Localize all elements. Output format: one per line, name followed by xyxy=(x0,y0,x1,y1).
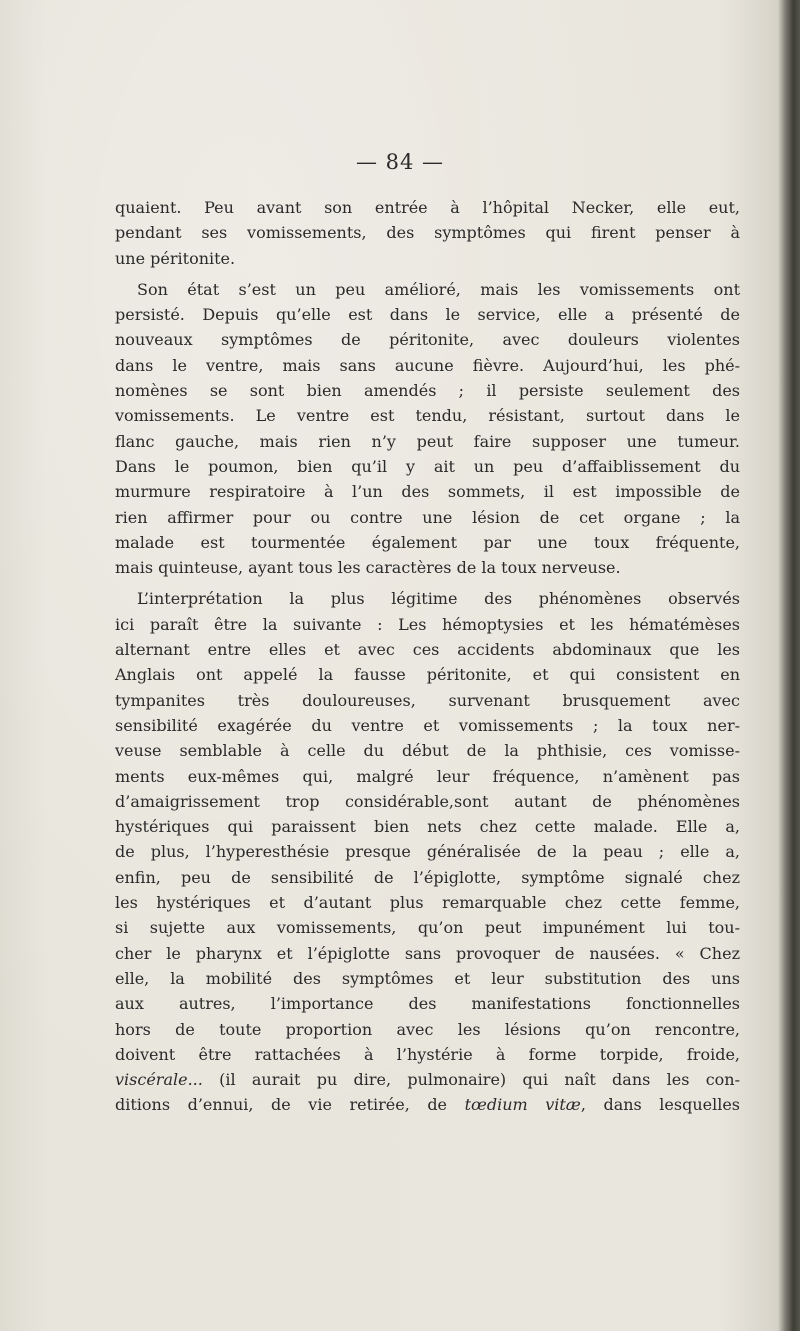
text-line: quaient. Peu avant son entrée à l’hôpital Necker, elle eut, xyxy=(115,198,740,217)
text-line: tympanites très douloureuses, survenant brusquement avec xyxy=(115,690,740,710)
text-segment: ditions d’ennui, de vie retirée, de xyxy=(115,1095,465,1115)
text-line: Anglais ont appelé la fausse péritonite, et qui consistent en xyxy=(115,665,740,685)
text-line: persisté. Depuis qu’elle est dans le service, elle a présenté de xyxy=(115,305,740,325)
text-segment: (il aurait pu dire, pulmonaire) qui naît dans les con- xyxy=(202,1070,740,1090)
text-line: rien affirmer pour ou contre une lésion de cet organe ; la xyxy=(115,507,740,527)
text-line: hors de toute proportion avec les lésions qu’on rencontre, xyxy=(115,1019,740,1039)
text-line: murmure respiratoire à l’un des sommets, il est impossible de xyxy=(115,482,740,502)
italic-segment: viscérale... xyxy=(115,1070,203,1090)
text-line: nomènes se sont bien amendés ; il persiste seulement des xyxy=(115,381,740,401)
text-line: veuse semblable à celle du début de la phthisie, ces vomisse- xyxy=(115,741,740,761)
text-line: ici paraît être la suivante : Les hémoptysies et les hématémèses xyxy=(115,614,740,634)
text-line: hystériques qui paraissent bien nets chez cette malade. Elle a, xyxy=(115,817,740,837)
page-number: — 84 — xyxy=(355,150,445,174)
text-line: L’interprétation la plus légitime des phénomènes observés xyxy=(137,589,740,609)
text-line xyxy=(115,1092,740,1117)
text-line: ments eux-mêmes qui, malgré leur fréquence, n’amènent pas xyxy=(115,766,740,786)
italic-segment: tœdium vitæ xyxy=(464,1095,581,1115)
text-line: aux autres, l’importance des manifestations fonctionnelles xyxy=(115,994,740,1014)
text-line: flanc gauche, mais rien n’y peut faire supposer une tumeur. xyxy=(115,431,740,451)
text-line: Son état s’est un peu amélioré, mais les vomissements ont xyxy=(137,279,740,299)
text-line: mais quinteuse, ayant tous les caractères de la toux nerveuse. xyxy=(115,558,621,578)
text-line: sensibilité exagérée du ventre et vomissements ; la toux ner- xyxy=(115,715,740,735)
text-line: doivent être rattachées à l’hystérie à forme torpide, froide, xyxy=(115,1044,740,1064)
text-line: cher le pharynx et l’épiglotte sans provoquer de nausées. « Chez xyxy=(115,943,740,963)
text-line: de plus, l’hyperesthésie presque généralisée de la peau ; elle a, xyxy=(115,842,740,862)
text-line: malade est tourmentée également par une toux fréquente, xyxy=(115,532,740,552)
text-line: vomissements. Le ventre est tendu, résistant, surtout dans le xyxy=(115,406,740,426)
text-line: Dans le poumon, bien qu’il y ait un peu d’affaiblissement du xyxy=(115,456,740,476)
text-line: elle, la mobilité des symptômes et leur substitution des uns xyxy=(115,968,740,988)
text-segment: , dans lesquelles xyxy=(580,1095,741,1115)
text-line: enfin, peu de sensibilité de l’épiglotte, symptôme signalé chez xyxy=(115,867,740,887)
text-line: pendant ses vomissements, des symptômes qui firent penser à xyxy=(115,223,740,243)
text-line: nouveaux symptômes de péritonite, avec douleurs violentes xyxy=(115,330,740,350)
page-binding-edge xyxy=(778,0,800,1331)
text-line xyxy=(115,1067,740,1092)
body-text xyxy=(115,195,740,1118)
text-line: d’amaigrissement trop considérable,sont autant de phénomènes xyxy=(115,791,740,811)
text-line: dans le ventre, mais sans aucune fièvre. Aujourd’hui, les phé- xyxy=(115,355,740,375)
text-line: une péritonite. xyxy=(115,248,236,268)
text-line: les hystériques et d’autant plus remarquable chez cette femme, xyxy=(115,893,740,913)
text-line: alternant entre elles et avec ces accidents abdominaux que les xyxy=(115,640,740,660)
text-line: si sujette aux vomissements, qu’on peut impunément lui tou- xyxy=(115,918,740,938)
